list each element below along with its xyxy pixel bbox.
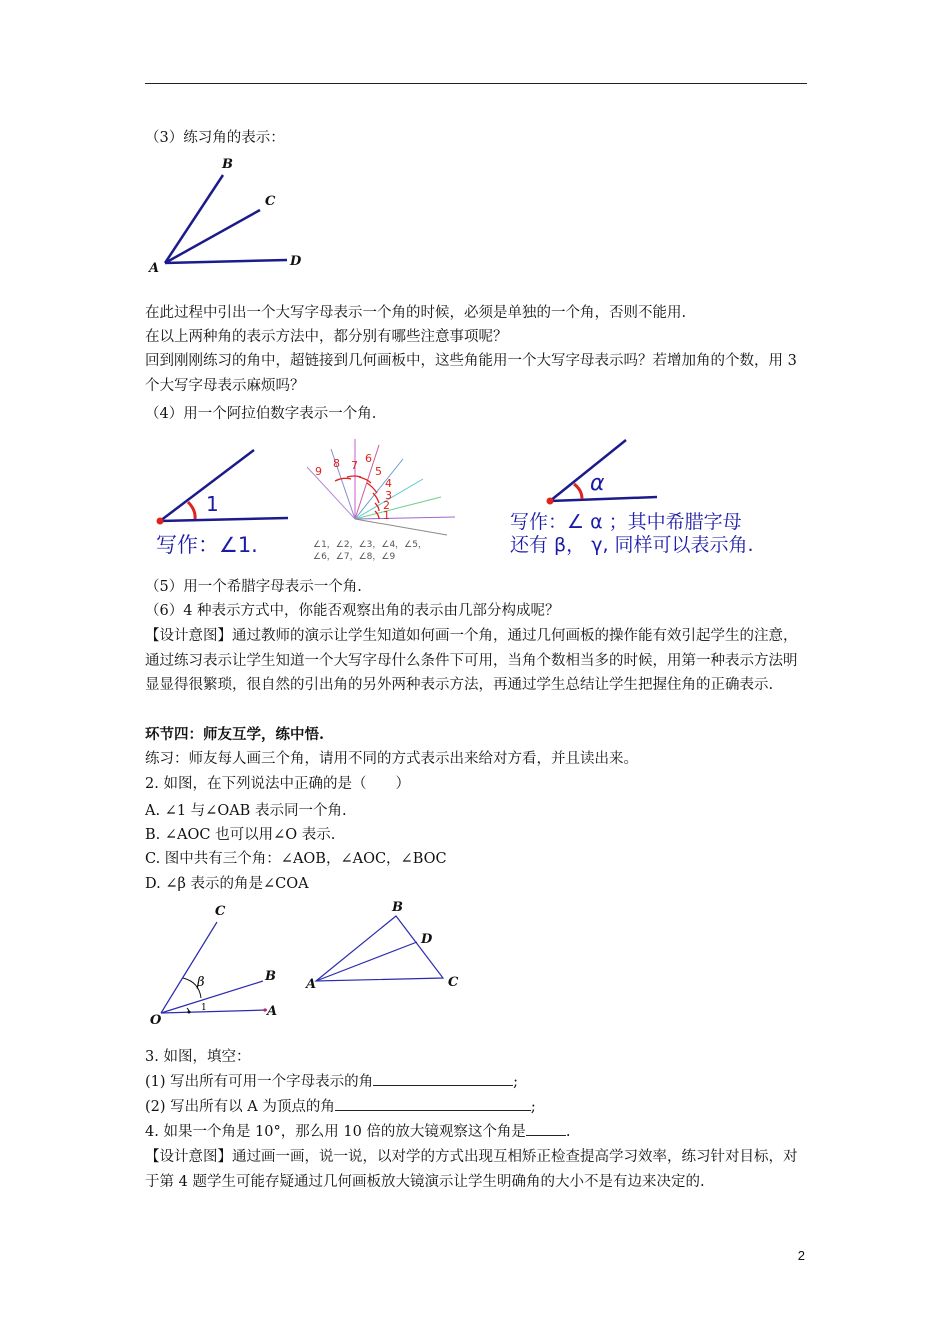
fan-caption-row1: ∠1，∠2，∠3，∠4，∠5，	[313, 540, 427, 550]
label-1: 1	[201, 1003, 207, 1013]
caption-other-greek: 还有 β， γ, 同样可以表示角.	[510, 534, 754, 556]
caption-write-alpha: 写作：∠ α ；其中希腊字母	[510, 511, 742, 533]
figure-fan-angles	[295, 437, 470, 565]
fan-num-7: 7	[351, 459, 358, 472]
fan-caption-row2: ∠6，∠7，∠8，∠9	[313, 552, 396, 562]
angle-label-1: 1	[206, 492, 219, 516]
label-b: B	[222, 157, 233, 172]
vertex-dot	[157, 518, 164, 525]
label-a: A	[149, 261, 160, 276]
question-3: 3. 如图，填空：	[145, 1049, 251, 1065]
label-b: B	[265, 969, 276, 984]
fan-num-8: 8	[333, 457, 340, 470]
fan-num-5: 5	[375, 465, 382, 478]
semicolon-1: ;	[513, 1074, 519, 1090]
design-intent-1: 【设计意图】通过教师的演示让学生知道如何画一个角，通过几何画板的操作能有效引起学生的注意，通过练习表示让学生知道一个大写字母什么条件下可用，当角个数相当多的时候，用第一种表示方法明显显得很繁琐，很自然的引出角的另外两种表示方法，再通过学生总结让学生把握住角的正确表示.	[145, 628, 798, 693]
item-6-heading: （6）4 种表示方式中，你能否观察出角的表示由几部分构成呢？	[145, 603, 560, 619]
label-o: O	[150, 1013, 162, 1028]
caption-write-angle-1: 写作：∠1.	[156, 533, 258, 557]
option-d: D. ∠β 表示的角是∠COA	[145, 876, 309, 892]
label-a: A	[306, 977, 317, 992]
figure-angle-alpha	[500, 432, 800, 560]
label-a: A	[267, 1004, 278, 1019]
question-4	[145, 1121, 571, 1142]
item-4-heading: （4）用一个阿拉伯数字表示一个角.	[145, 406, 377, 422]
angle-arc	[188, 502, 195, 519]
label-c: C	[215, 904, 226, 919]
item-5-heading: （5）用一个希腊字母表示一个角.	[145, 579, 362, 595]
answer-blank-2[interactable]	[335, 1096, 531, 1111]
practice-instruction: 练习：师友每人画三个角，请用不同的方式表示出来给对方看，并且读出来。	[145, 751, 638, 767]
ray-ac	[165, 210, 260, 263]
question-4-text: 4. 如果一个角是 10°，那么用 10 倍的放大镜观察这个角是	[145, 1124, 526, 1140]
semicolon-2: ;	[530, 1099, 536, 1115]
fan-num-3: 3	[385, 489, 392, 502]
vertex-dot	[547, 498, 554, 505]
paragraph-notes: 在以上两种角的表示方法中，都分别有哪些注意事项呢？	[145, 329, 508, 345]
label-c: C	[265, 194, 276, 209]
item-3-heading: （3）练习角的表示：	[145, 130, 285, 146]
option-c: C. 图中共有三个角：∠AOB，∠AOC，∠BOC	[145, 851, 447, 867]
label-c: C	[448, 975, 459, 990]
ray-ab	[165, 175, 223, 263]
label-b: B	[392, 900, 403, 915]
period: .	[565, 1124, 571, 1140]
paragraph-geometry-board: 回到刚刚练习的角中，超链接到几何画板中，这些角能用一个大写字母表示吗？若增加角的个数，用 3 个大写字母表示麻烦吗？	[145, 353, 797, 394]
question-3-2-text: (2) 写出所有以 A 为顶点的角	[145, 1099, 335, 1115]
question-3-1	[145, 1071, 518, 1092]
design-intent-2: 【设计意图】通过画一画，说一说，以对学的方式出现互相矫正检查提高学习效率，练习针对目标，对于第 4 题学生可能存疑通过几何画板放大镜演示让学生明确角的大小不是有边来决定的.	[145, 1149, 798, 1190]
ray-ad	[165, 260, 287, 263]
paragraph-single-letter: 在此过程中引出一个大写字母表示一个角的时候，必须是单独的一个角，否则不能用.	[145, 305, 687, 321]
figure-angle-beta	[145, 900, 295, 1030]
option-b: B. ∠AOC 也可以用∠O 表示.	[145, 827, 336, 843]
question-3-2	[145, 1096, 536, 1117]
fan-num-2: 2	[383, 499, 390, 512]
page-number: 2	[797, 1248, 805, 1263]
answer-blank-1[interactable]	[373, 1071, 513, 1086]
fan-num-9: 9	[315, 465, 322, 478]
label-beta: β	[197, 975, 205, 990]
figure-angle-abcd	[140, 150, 330, 280]
label-d: D	[421, 932, 433, 947]
fan-num-1: 1	[383, 509, 390, 522]
fan-num-6: 6	[365, 452, 372, 465]
option-a: A. ∠1 与∠OAB 表示同一个角.	[145, 803, 347, 819]
label-d: D	[290, 254, 302, 269]
figure-triangle	[300, 898, 470, 998]
answer-blank-3[interactable]	[526, 1121, 566, 1136]
figure-angle-one	[148, 440, 293, 560]
fan-num-4: 4	[385, 477, 392, 490]
question-3-1-text: (1) 写出所有可用一个字母表示的角	[145, 1074, 374, 1090]
alpha-arc	[574, 484, 582, 499]
question-2: 2. 如图，在下列说法中正确的是（ ）	[145, 776, 410, 792]
angle-label-alpha: α	[590, 471, 605, 496]
section-4-heading: 环节四：师友互学，练中悟.	[145, 726, 325, 743]
header-rule	[145, 83, 807, 84]
